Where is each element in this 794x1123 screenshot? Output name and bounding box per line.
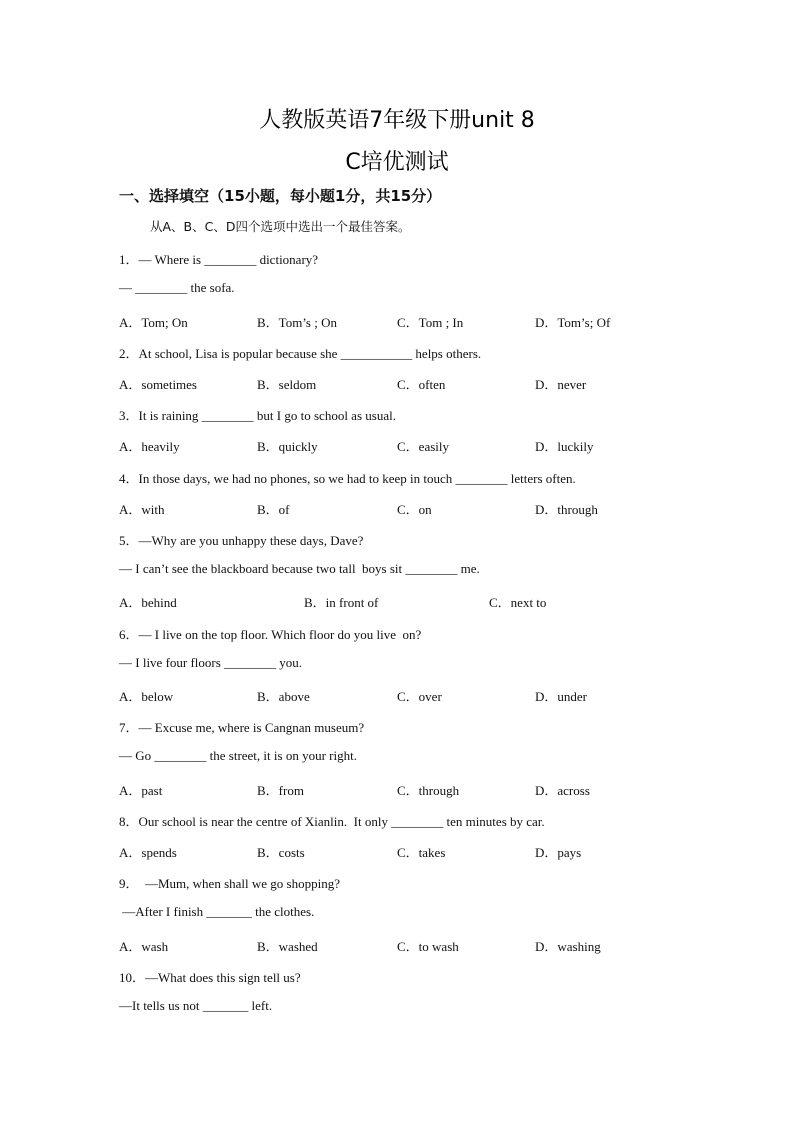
question-1-stem: 1．— Where is ________ dictionary? bbox=[119, 252, 319, 267]
question-7-option-a: A．past bbox=[119, 783, 163, 798]
question-3-option-a: A．heavily bbox=[119, 439, 180, 454]
document-title: 人教版英语7年级下册unit 8 bbox=[259, 108, 535, 133]
question-1-option-d: D．Tom’s; Of bbox=[535, 315, 611, 330]
question-7-option-b: B．from bbox=[257, 783, 304, 798]
question-6-option-b: B．above bbox=[257, 689, 310, 704]
question-4-option-b: B．of bbox=[257, 502, 290, 517]
question-3-option-b: B．quickly bbox=[257, 439, 318, 454]
section-heading: 一、选择填空（15小题，每小题1分，共15分） bbox=[119, 187, 442, 205]
question-4-stem: 4．In those days, we had no phones, so we had to keep in touch ________ letters often. bbox=[119, 471, 576, 486]
question-5-response: — I can’t see the blackboard because two tall boys sit ________ me. bbox=[119, 561, 480, 576]
question-3-option-d: D．luckily bbox=[535, 439, 594, 454]
question-9-option-a: A．wash bbox=[119, 939, 169, 954]
question-2-stem: 2．At school, Lisa is popular because she ___________ helps others. bbox=[119, 346, 482, 361]
question-8-option-b: B．costs bbox=[257, 845, 305, 860]
question-5-option-c: C．next to bbox=[489, 595, 547, 610]
question-8-option-a: A．spends bbox=[119, 845, 177, 860]
question-5-option-b: B．in front of bbox=[304, 595, 379, 610]
question-7-option-c: C．through bbox=[397, 783, 460, 798]
question-9-option-c: C．to wash bbox=[397, 939, 459, 954]
question-2-option-a: A．sometimes bbox=[119, 377, 197, 392]
question-4-option-c: C．on bbox=[397, 502, 432, 517]
question-2-option-d: D．never bbox=[535, 377, 587, 392]
question-1-option-a: A．Tom; On bbox=[119, 315, 188, 330]
question-9-stem: 9． —Mum, when shall we go shopping? bbox=[119, 876, 340, 891]
question-8-option-c: C．takes bbox=[397, 845, 446, 860]
question-2-option-c: C．often bbox=[397, 377, 446, 392]
question-5-stem: 5．—Why are you unhappy these days, Dave? bbox=[119, 533, 364, 548]
question-6-option-c: C．over bbox=[397, 689, 442, 704]
section-instruction: 从A、B、C、D四个选项中选出一个最佳答案。 bbox=[150, 219, 411, 234]
question-9-option-d: D．washing bbox=[535, 939, 601, 954]
question-3-stem: 3．It is raining ________ but I go to school as usual. bbox=[119, 408, 396, 423]
question-10-stem: 10．—What does this sign tell us? bbox=[119, 970, 301, 985]
question-2-option-b: B．seldom bbox=[257, 377, 317, 392]
question-4-option-d: D．through bbox=[535, 502, 598, 517]
question-7-stem: 7．— Excuse me, where is Cangnan museum? bbox=[119, 720, 365, 735]
question-9-response: —After I finish _______ the clothes. bbox=[119, 904, 315, 919]
question-4-option-a: A．with bbox=[119, 502, 165, 517]
question-6-option-d: D．under bbox=[535, 689, 587, 704]
question-1-response: — ________ the sofa. bbox=[119, 280, 235, 295]
question-6-response: — I live four floors ________ you. bbox=[119, 655, 303, 670]
question-10-response: —It tells us not _______ left. bbox=[119, 998, 273, 1013]
question-1-option-b: B．Tom’s ; On bbox=[257, 315, 337, 330]
question-7-response: — Go ________ the street, it is on your right. bbox=[119, 748, 357, 763]
question-6-stem: 6．— I live on the top floor. Which floor do you live on? bbox=[119, 627, 422, 642]
question-6-option-a: A．below bbox=[119, 689, 174, 704]
question-8-option-d: D．pays bbox=[535, 845, 582, 860]
question-5-option-a: A．behind bbox=[119, 595, 177, 610]
question-9-option-b: B．washed bbox=[257, 939, 318, 954]
question-3-option-c: C．easily bbox=[397, 439, 449, 454]
document-subtitle: C培优测试 bbox=[345, 150, 449, 175]
question-8-stem: 8．Our school is near the centre of Xianlin. It only ________ ten minutes by car. bbox=[119, 814, 545, 829]
question-1-option-c: C．Tom ; In bbox=[397, 315, 464, 330]
question-7-option-d: D．across bbox=[535, 783, 590, 798]
